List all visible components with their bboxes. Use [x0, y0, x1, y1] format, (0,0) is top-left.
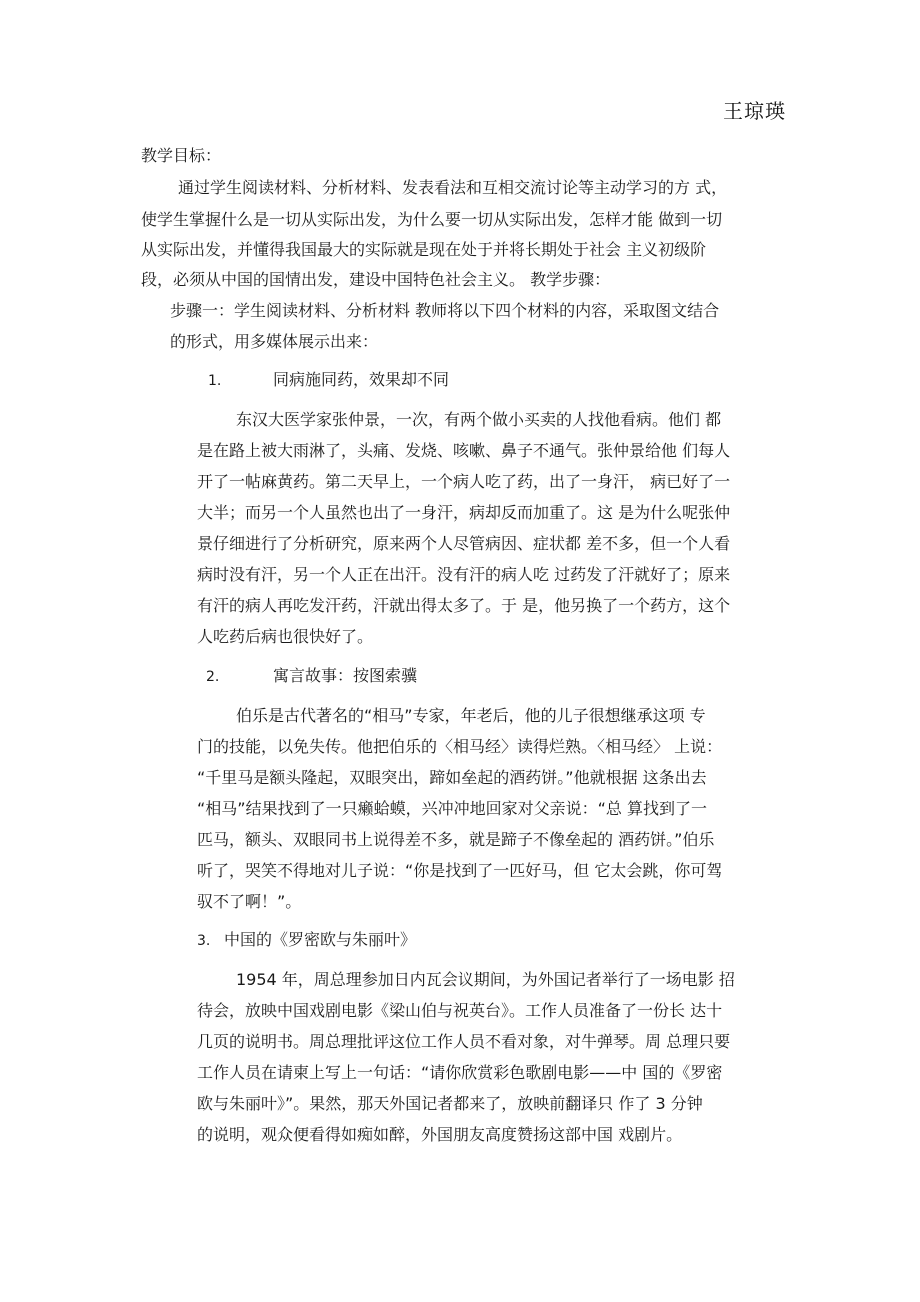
section-body-line: “千里马是额头隆起，双眼突出，蹄如垒起的酒药饼。”他就根据 这条出去 [197, 768, 707, 787]
section-title: 中国的《罗密欧与朱丽叶》 [224, 930, 417, 949]
section-body-line: 待会，放映中国戏剧电影《梁山伯与祝英台》。工作人员准备了一份长 达十 [197, 1001, 723, 1020]
section-body-line: 欧与朱丽叶》”。果然，那天外国记者都来了，放映前翻译只 作了 3 分钟 [197, 1094, 703, 1113]
author-name: 王琼瑛 [723, 99, 786, 123]
section-body-line: 匹马，额头、双眼同书上说得差不多，就是蹄子不像垒起的 酒药饼。”伯乐 [197, 830, 715, 849]
section-body-line: 工作人员在请柬上写上一句话：“请你欣赏彩色歌剧电影——中 国的《罗密 [197, 1063, 723, 1082]
section-title: 寓言故事：按图索骥 [273, 666, 418, 685]
objective-heading: 教学目标： [141, 146, 222, 165]
intro-line: 段，必须从中国的国情出发，建设中国特色社会主义。 教学步骤： [141, 270, 611, 289]
section-body-line: 大半；而另一个人虽然也出了一身汗，病却反而加重了。这 是为什么呢张仲 [197, 503, 731, 522]
section-body-line: 有汗的病人再吃发汗药，汗就出得太多了。于 是，他另换了一个药方，这个 [197, 596, 731, 615]
section-body-line: 人吃药后病也很快好了。 [197, 627, 374, 646]
step-line: 的形式，用多媒体展示出来： [170, 332, 379, 351]
section-number: 2. [206, 669, 220, 685]
section-body-line: 东汉大医学家张仲景，一次，有两个做小买卖的人找他看病。他们 都 [236, 410, 722, 429]
section-number: 3. [197, 933, 211, 949]
section-body-line: 病时没有汗，另一个人正在出汗。没有汗的病人吃 过药发了汗就好了；原来 [197, 565, 731, 584]
intro-line: 通过学生阅读材料、分析材料、发表看法和互相交流讨论等主动学习的方 式， [178, 178, 728, 197]
section-number: 1. [208, 373, 222, 389]
section-body-line: 的说明，观众便看得如痴如醉，外国朋友高度赞扬这部中国 戏剧片。 [197, 1125, 683, 1144]
intro-line: 从实际出发，并懂得我国最大的实际就是现在处于并将长期处于社会 主义初级阶 [141, 240, 707, 259]
section-title: 同病施同药，效果却不同 [273, 370, 450, 389]
section-body-line: 是在路上被大雨淋了，头痛、发烧、咳嗽、鼻子不通气。张仲景给他 们每人 [197, 441, 731, 460]
section-body-line: 驭不了啊！”。 [197, 892, 302, 911]
step-line: 步骤一：学生阅读材料、分析材料 教师将以下四个材料的内容，采取图文结合 [170, 301, 720, 320]
section-body-line: 门的技能，以免失传。他把伯乐的〈相马经〉读得烂熟。〈相马经〉 上说： [197, 737, 723, 756]
section-body-line: 几页的说明书。周总理批评这位工作人员不看对象，对牛弹琴。周 总理只要 [197, 1032, 731, 1051]
section-body-line: 1954 年，周总理参加日内瓦会议期间，为外国记者举行了一场电影 招 [236, 970, 735, 989]
intro-line: 使学生掌握什么是一切从实际出发，为什么要一切从实际出发，怎样才能 做到一切 [141, 210, 723, 229]
section-body-line: 听了，哭笑不得地对儿子说：“你是找到了一匹好马，但 它太会跳，你可驾 [197, 861, 723, 880]
section-body-line: 开了一帖麻黄药。第二天早上，一个病人吃了药，出了一身汗， 病已好了一 [197, 472, 731, 491]
section-body-line: “相马”结果找到了一只癞蛤蟆，兴冲冲地回家对父亲说：“总 算找到了一 [197, 799, 707, 818]
section-body-line: 景仔细进行了分析研究，原来两个人尽管病因、症状都 差不多，但一个人看 [197, 534, 731, 553]
section-body-line: 伯乐是古代著名的“相马”专家，年老后，他的儿子很想继承这项 专 [236, 706, 706, 725]
